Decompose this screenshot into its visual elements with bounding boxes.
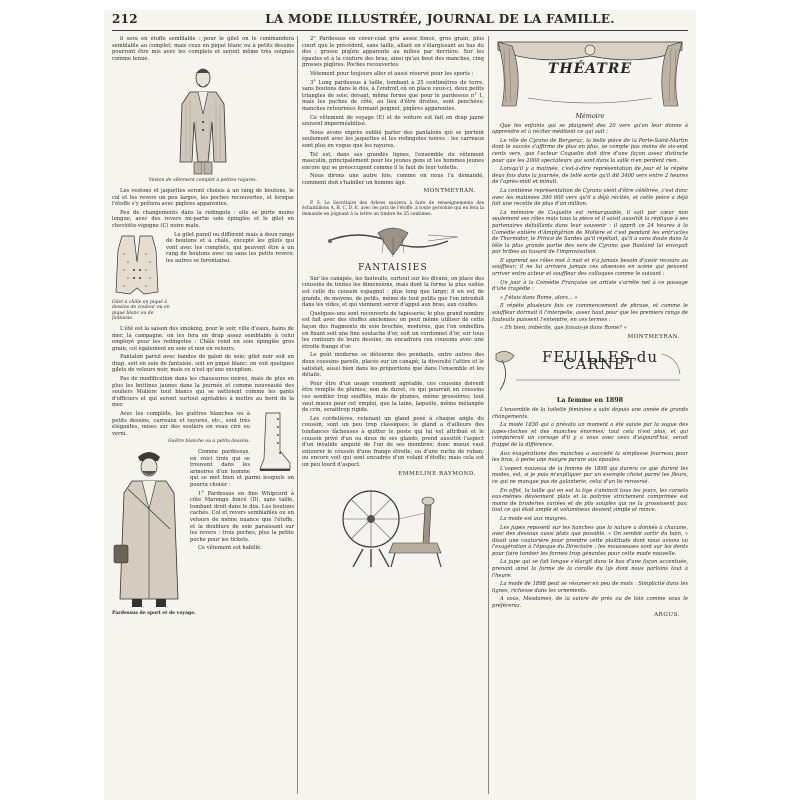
carnet-title: FEUILLES du CARNET [541, 348, 659, 373]
author-signature: ARGUS. [654, 611, 680, 618]
author-signature: MONTMEYRAN. [423, 188, 476, 195]
page-header [112, 12, 688, 30]
theatre-banner [492, 36, 688, 110]
paragraph: Tel est, dans ses grandes lignes, l'ensemble du vêtement masculin, principalement pour les jeunes gens et les hommes jeunes encore qui se préoccupent comme il le faut de leur toilette. [302, 151, 484, 171]
tassel-cord-ornament [318, 219, 468, 259]
paragraph: Avec les complets, les guêtres blanches ou à petits dessins, carreaux et rayures, etc., sont très élégantes, mises sur des souliers en veau ciré ou verni. [112, 411, 250, 437]
spinning-wheel-illustration [333, 483, 453, 571]
theatre-title: THÉATRE [547, 61, 633, 77]
paragraph: Pour être d'un usage vraiment agréable, ces coussins doivent être remplis de plumes; non de duvet, ce qui pourrait en coussins ces sembler trop soufflés, mais de plumes, même grossières; tout vaut mieux pour cet emploi, que la laine, laquelle, même mélangée de crin, seraittrop rigide. [302, 380, 484, 414]
gaiter-illustration [254, 411, 294, 473]
header-rule [112, 30, 688, 31]
figure-caption: Pardessus de sport et de voyage. [112, 611, 196, 616]
paragraph: A vous, Mesdames, de la suivre de près ou de loin comme vous le préférerez. [492, 596, 688, 610]
paragraph: La mémoire de Coquelin est remarquable, il sait par cœur non seulement ses rôles mais tous la pièce et il saisit aussitôt la réplique à ses partenaires défaillants dans leur souvenir : il apprit ce 24 heures à la Comédie entière d'Amphytrion de Molière et c'est pendant les entr'actes de Thermidor, le Prince de Sardes qu'il répétait, qu'il a sans doute dans la tête la plus grande partie des vers de Cyrano que Rostand lui envoyait par bribes au hasard de l'improvisation. [492, 209, 688, 256]
section-title: FANTAISIES [358, 263, 428, 274]
paragraph: La mode est aux maigres. [500, 515, 568, 522]
paragraph: En effet, la taille qui en est la tige s'amincit tous les jours, les corsets eux-mêmes deviennent plats et la poitrine strictement comprimée est moins de broderies variées et de plis souples qui ne la grossissent pas; tout ce qui était ample et volumineux devient simple et mince. [492, 487, 688, 514]
page-number: 212 [112, 12, 138, 26]
paragraph: Pantalon pareil avec bandes de galon de soie; gilet noir soit en drap, soit en soie de fantaisie, soit en piqué blanc; on voit quelques gilets de velours noir, mais ce n'est qu'une exception. [112, 354, 294, 374]
subsection-title: La femme en 1898 [556, 396, 624, 405]
paragraph: « Eh bien, imbécile, que faisais-je dans Rome? » [500, 325, 627, 332]
carnet-banner [492, 346, 688, 394]
author-signature: MONTMEYRAN. [627, 333, 680, 340]
figure-caption: Gilet à châle en piqué à dessins de couleur ou en piqué blanc ou de fantaisie. [112, 299, 170, 322]
paragraph: Quelques-uns sont recouverts de tapisserie; le plus grand nombre est fait avec des étoffes anciennes; on peut même utiliser de cette façon des fragments de soie brochée, moderne, que l'on embellira en fixant soit une fine soutache d'or, soit un cordonnet d'or, sur tous les contours de leurs dessins; on encadrera ces coussins avec une étroite frange d'or. [302, 310, 484, 350]
paragraph: Lorsqu'il y a matinée, c'est-à-dire représentation de jour et le répète deux fois dans la journée, de telle sorte qu'il dit 3400 vers entre 2 heures de l'après-midi et minuit. [492, 166, 688, 186]
journal-title: LA MODE ILLUSTRÉE, JOURNAL DE LA FAMILLE. [265, 12, 615, 26]
paragraph: Il répète plusieurs fois ce commencement de phrase, et comme le souffleur dormait il l'interpelle, assez haut pour que les premiers rangs de fauteuils puissent l'entendre, en ces termes : [492, 303, 688, 323]
paragraph: La mode 1830 qui a prévalu un moment a été suivie par la vogue des jupes-cloches et des manches énormes; tout cela n'est plus, et qui comparerait un corsage d'il y a vous avec ceux d'aujourd'hui, serait frappé de la différence. [492, 422, 688, 448]
man-jacket-illustration [168, 64, 238, 176]
paragraph: La mode de 1898 peut se résumer en peu de mots : Simplicité dans les lignes, richesse dans les ornements. [492, 581, 688, 594]
paragraph: L'été est la saison des smoking, pour le soir, ville d'eaux, bains de mer, la campagne, on les fera en drap assez semblable à celui employé pour les redingotes : Châle rond en soie épinglée gros grain, col également en soie et non en velours. [112, 325, 294, 352]
paragraph: Vêtement pour toujours aller et aussi réservé pour les sports : [310, 70, 474, 77]
paragraph: Il apprend ses rôles mot à mot et n'a jamais besoin d'avoir recours au souffleur; il ne lui arrivera jamais ces absences en scène qui peuvent arriver entre acteur et souffleur des colloques comme le suivant : [492, 257, 688, 278]
paragraph: Nous avons exprès oublié parler des pantalons qui se portent seulement avec les jaquettes et les redingotes noires : les carreaux sont plus en vogue que les rayures. [302, 129, 484, 149]
author-signature: EMMELINE RAYMOND. [398, 470, 476, 477]
column-divider [488, 36, 489, 794]
paragraph: Les jupes reposent sur les hanches que la nature a donnés à chacune, avec des dessous aussi plats que possible. « On semble sortir du bain, » disait une couturière pour prendre cette plaititude dont nous avions vu l'exagération à l'époque du Directoire : les mousseuses sont sur les dents pour faire tomber les formes trop génantes pour cette mode nouvelle. [492, 524, 688, 557]
paragraph: Peu de changements dans la redingote : elle se porte moins longue, avec des revers mi-partie soie épinglée et le gilet en cheviotte-vigogne (C) noire mate. [112, 209, 294, 229]
paragraph: Sur les canapés, les fauteuils, surtout sur les divans, on place des coussins de toutes les dimensions, mais dont la forme la plus usitée est celle du coussin espagnol : plus long que large; il en est de grands, de moyens, de petits, même de tout petits que l'on introduit dans les vides, et qui viennent servir d'appui aux bras, aux coudes. [302, 275, 484, 309]
paragraph: Le gilet pareil ou différent mais à deux rangs de boutons et à châle, excepté les gilets qui vont avec les complets, qui peuvent être à un rang de boutons avec ou sans les petits revers; les autres se ferontainsi. [166, 231, 294, 264]
paragraph: « J'étais dans Rome, alors... » [500, 294, 578, 301]
paragraph: Que les enfants qui se plaignent des 20 vers qu'on leur donne à apprendre et à réciter méditent ce qui suit : [492, 122, 688, 136]
paragraph: 3° Long pardessus à taille, tombant à 25 centimètres de terre, sans boutons dans le dos, à l'endroit où on place ceux-ci, deux petits triangles de soie; devant, même forme que pour le pardessus n° 1, mais les poches de côté, au lieu d'être droites, sont penchées; manches retournées formant poignet, piqûres apparentes. [302, 79, 484, 112]
figure-caption: Veston de vêtement complet à petites rayures. [148, 178, 258, 184]
paragraph: Les cordelières, retenant un gland posé à chaque angle du coussin, sont un peu trop classiques; le gland a d'ailleurs des tendances fâcheuses à quitter le poste qui lui est attribué et le coussin privé d'un ou deux de ses glands, prend aussitôt l'aspect d'un invalide amputé de l'un de ses membres; donc mieux vaut entourer le coussin d'une frange étroite, ou d'une ruche de ruban; ou encore voit qui sont encadrés d'un volant d'étoffe; mais cela est un peu lourd d'aspect. [302, 415, 484, 468]
paragraph: Ce vêtement de voyage (E) et de voiture est fait en drap jaune souvent imperméabilisé. [302, 114, 484, 128]
paragraph: La jupe qui se fait longue s'élargit dans le bas d'une façon accentuée, prenant ainsi la forme de la corolle du lys dont nous parlions tout à l'heure. [492, 559, 688, 579]
paragraph: La centième représentation de Cyrano vient d'être célébrée, c'est donc avec les matinées 390 000 vers qu'il a déjà récités, et cette pièce a déjà fait une recette de plus d'un million. [492, 187, 688, 208]
paragraph: il sera en étoffe semblable : pour le gilet on le commandera semblable au complet; mais ceux en piqué blanc ou à petits dessins pourront être mis avec les complets et seront même très soignés comme tenue. [112, 36, 294, 62]
column-divider [297, 36, 298, 794]
waistcoat-illustration [112, 232, 162, 298]
paragraph: Le rôle de Cyrano de Bergerac, la belle pièce de la Porte-Saint-Martin dont le succès s'affirme de plus en plus, se compte pas moins de six-sept cents vers, que l'acteur Coquelin doit dire d'une façon assez distincte pour que les 2000 spectateurs qui sont dans la salle n'en perdent rien. [492, 137, 688, 164]
paragraph: Comme pardessus, en voici trois qui se trouvent dans les armoires d'un homme qui se met bien et parmi lesquels on pourra choisir : [190, 449, 294, 488]
paragraph: L'ensemble de la toilette féminine a subi depuis une année de grands changements. [492, 407, 688, 420]
subsection-title: Mémoire [575, 112, 605, 120]
paragraph: Nous dirons une autre fois, comme on nous l'a demandé, comment doit s'habiller un homme âgé. [302, 173, 484, 186]
postscript-note: P. S. Le Secrétaire des Arbres sauvera à faire de renseignements des échantillons A, B, C, D, E, avec les prix de l'étoffe, à toute personne qui en fera la demande en joignant à la lettre un timbre de 25 centimes. [302, 201, 484, 217]
column-left [112, 36, 294, 794]
overcoat-man-illustration [112, 449, 186, 609]
journal-page [104, 10, 696, 800]
paragraph: 2° Pardessus en cover-coat gris assez foncé, gros grain, plus court que le précédent, sans taille, allant en s'élargissant au bas du dos : grosse piqûre apparente au milieu par derrière. Sur les épaules et à la couture des bras, ainsi qu'au bout des manches, cinq grosses piqûres. Poches recouvertes. [302, 36, 484, 69]
column-right [492, 36, 688, 794]
column-middle [302, 36, 484, 794]
paragraph: Le goût moderne se détourne des pendants, entre autres des deux coussins pareils, placés sur un canapé; la diversité l'attire et le satisfait, aussi bien dans les proportions que dans l'ensemble et les détails. [302, 352, 484, 379]
paragraph: 1° Pardessus en fine Whipcord à côte Marengo foncé (D), sans taille, tombant droit dans le dos. Les boutons cachés. Col et revers semblables ou en velours de même nuance que l'étoffe, et la doublure de soie paraissant sur les revers : trois poches, plus la petite poche pour les tickets. [190, 490, 294, 543]
paragraph: L'aspect nouveau de la femme de 1898 qui durera ce que durent les modes, est, si je puis m'expliquer par un exemple choisi parmi les fleurs, ce qui ne manque pas de galanterie, celui d'un lis renversé. [492, 465, 688, 485]
figure-caption: Guêtre blanche ou à petits dessins. [167, 439, 250, 445]
paragraph: Aux exagérations des manches a succédé la simplesse fourreau pour les bras, à peine une maigre parure aux épaules. [492, 450, 688, 464]
paragraph: Un jour à la Comédie Française un artiste s'arrête net à ce passage d'une tragédie : [492, 279, 688, 293]
paragraph: Ce vêtement est habillé. [198, 545, 262, 552]
paragraph: Pas de modification dans les chaussures noires, mais de plus en plus les bottines jaunes dans la journée et comme nouveauté des souliers Molière tout blancs qui se nettoient comme les gants d'officiers et qui seront surtout agréables à mettre au bord de la mer. [112, 376, 294, 409]
paragraph: Les vestons et jaquettes seront choisis à un rang de boutons, le col et les revers un peu larges, les poches recouvertes, et lorsque l'étoffe s'y prêtera avec piqûres apparentes. [112, 187, 294, 208]
